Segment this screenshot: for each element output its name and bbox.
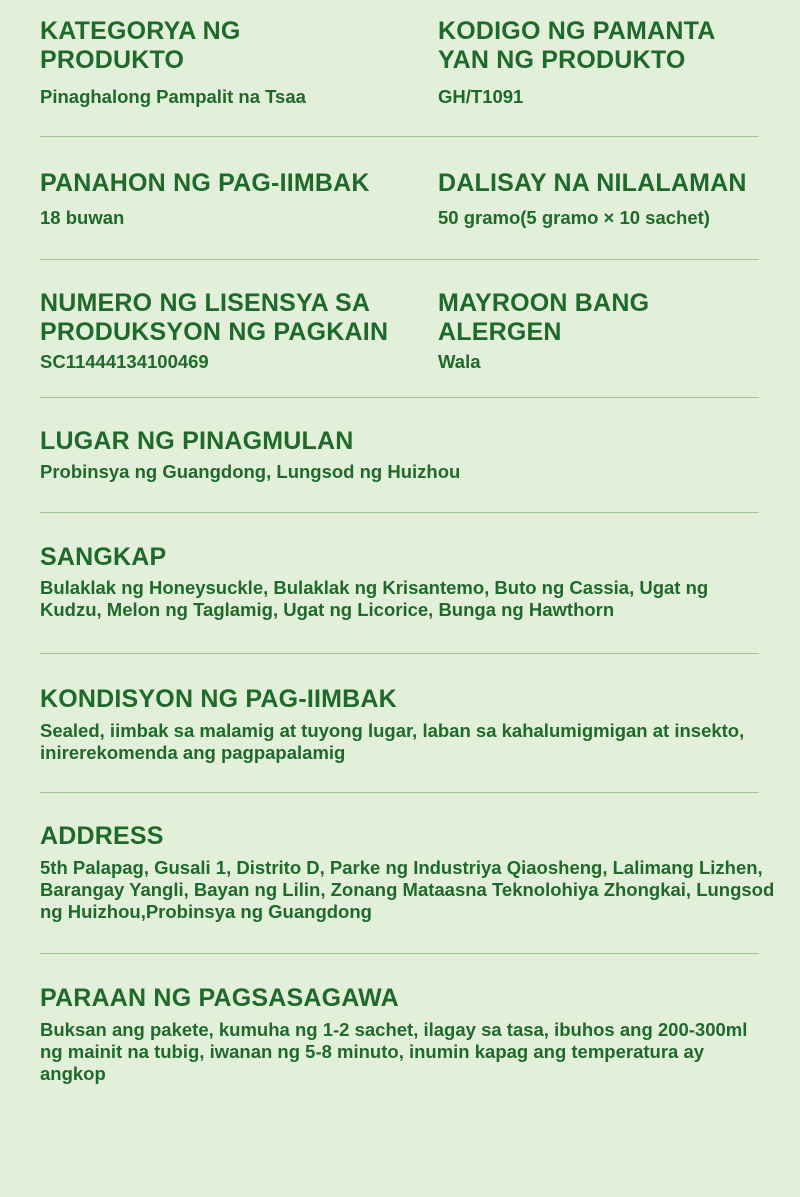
- allergen-value: Wala: [438, 351, 481, 372]
- storage-value: Sealed, iimbak sa malamig at tuyong lugar, laban sa kahalumigmigan at insekto, inirerekomenda ang pagpapalamig: [40, 720, 745, 763]
- ingredients-label: SANGKAP: [40, 543, 167, 571]
- license-label: NUMERO NG LISENSYA SA PRODUKSYON NG PAGKAIN: [40, 289, 389, 346]
- category-value: Pinaghalong Pampalit na Tsaa: [40, 86, 306, 107]
- standard-value: GH/T1091: [438, 86, 524, 107]
- shelf-life-value: 18 buwan: [40, 207, 125, 228]
- divider: [40, 259, 759, 260]
- category-label: KATEGORYA NG PRODUKTO: [40, 17, 241, 74]
- divider: [40, 397, 759, 398]
- license-value: SC11444134100469: [40, 351, 209, 372]
- origin-value: Probinsya ng Guangdong, Lungsod ng Huizhou: [40, 461, 461, 482]
- divider: [40, 653, 759, 654]
- net-content-label: DALISAY NA NILALAMAN: [438, 169, 747, 197]
- address-label: ADDRESS: [40, 822, 164, 850]
- divider: [40, 792, 759, 793]
- shelf-life-label: PANAHON NG PAG-IIMBAK: [40, 169, 370, 197]
- divider: [40, 953, 759, 954]
- divider: [40, 512, 759, 513]
- address-value: 5th Palapag, Gusali 1, Distrito D, Parke ng Industriya Qiaosheng, Lalimang Lizhen, Barangay Yangli, Bayan ng Lilin, Zonang Mataasna Teknolohiya Zhongkai, Lungsod ng Huizhou,Probinsya ng Guangdong: [40, 857, 775, 922]
- net-content-value: 50 gramo(5 gramo × 10 sachet): [438, 207, 710, 228]
- storage-label: KONDISYON NG PAG-IIMBAK: [40, 685, 397, 713]
- standard-label: KODIGO NG PAMANTA YAN NG PRODUKTO: [438, 17, 715, 74]
- allergen-label: MAYROON BANG ALERGEN: [438, 289, 650, 346]
- method-value: Buksan ang pakete, kumuha ng 1-2 sachet, ilagay sa tasa, ibuhos ang 200-300ml ng mainit na tubig, iwanan ng 5-8 minuto, inumin kapag ang temperatura ay angkop: [40, 1019, 748, 1084]
- divider: [40, 136, 759, 137]
- method-label: PARAAN NG PAGSASAGAWA: [40, 984, 399, 1012]
- ingredients-value: Bulaklak ng Honeysuckle, Bulaklak ng Krisantemo, Buto ng Cassia, Ugat ng Kudzu, Melon ng Taglamig, Ugat ng Licorice, Bunga ng Hawthorn: [40, 577, 709, 620]
- origin-label: LUGAR NG PINAGMULAN: [40, 427, 354, 455]
